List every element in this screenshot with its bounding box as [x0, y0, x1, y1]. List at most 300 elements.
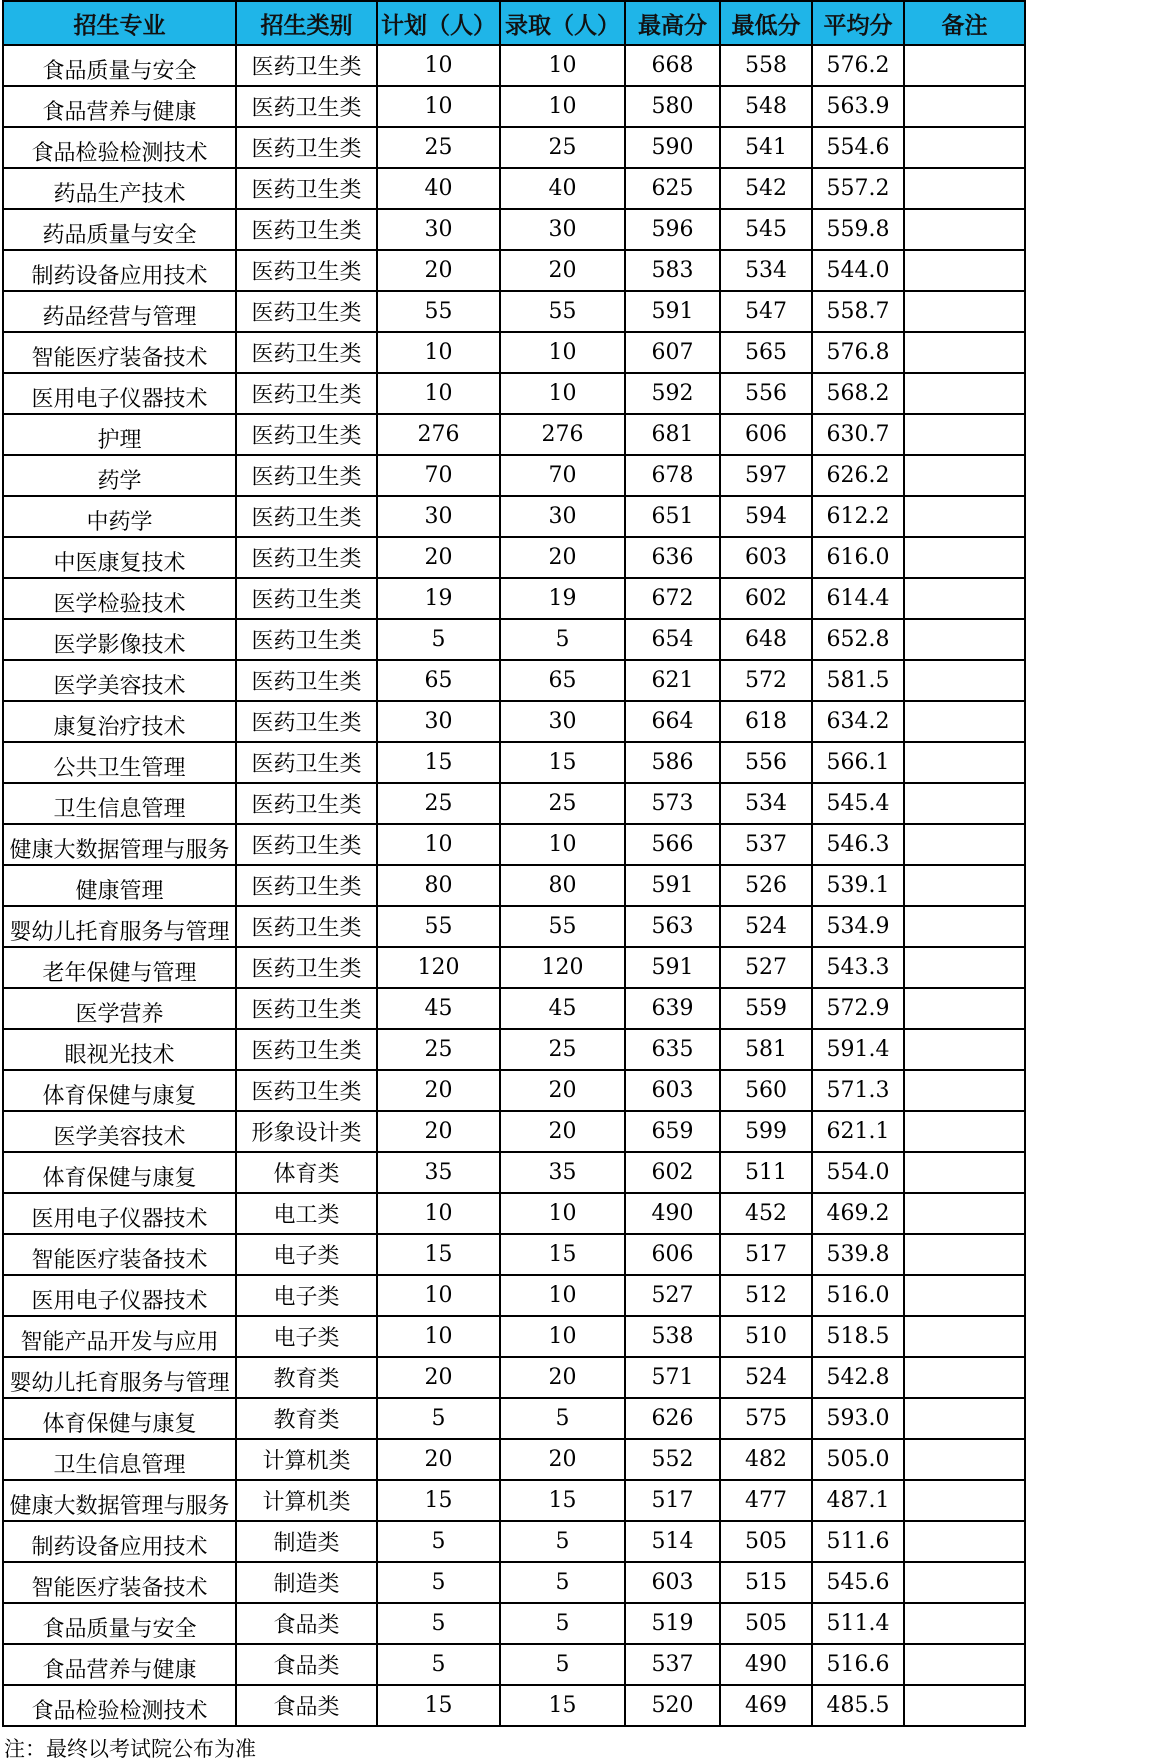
major-cell: 健康大数据管理与服务: [3, 824, 236, 865]
major-cell: 医学美容技术: [3, 1111, 236, 1152]
table-row: [3, 1070, 1025, 1111]
remarks-cell: [904, 701, 1025, 742]
major-cell: 智能医疗装备技术: [3, 332, 236, 373]
footnote: 注：最终以考试院公布为准: [4, 1737, 256, 1761]
min-score-cell: 515: [720, 1562, 812, 1603]
admitted-cell: 65: [500, 660, 625, 701]
avg-score-cell: 554.0: [812, 1152, 904, 1193]
max-score-cell: 538: [625, 1316, 720, 1357]
table-row: [3, 1398, 1025, 1439]
min-score-cell: 547: [720, 291, 812, 332]
avg-score-cell: 576.2: [812, 45, 904, 86]
min-score-cell: 534: [720, 250, 812, 291]
max-score-cell: 606: [625, 1234, 720, 1275]
min-score-cell: 524: [720, 1357, 812, 1398]
table-row: [3, 1316, 1025, 1357]
table-row: [3, 578, 1025, 619]
remarks-cell: [904, 1685, 1025, 1726]
category-cell: 医药卫生类: [236, 947, 377, 988]
remarks-cell: [904, 1398, 1025, 1439]
max-score-cell: 607: [625, 332, 720, 373]
max-score-cell: 639: [625, 988, 720, 1029]
avg-score-cell: 616.0: [812, 537, 904, 578]
max-score-cell: 596: [625, 209, 720, 250]
remarks-cell: [904, 1480, 1025, 1521]
plan-cell: 25: [377, 783, 500, 824]
major-cell: 医学美容技术: [3, 660, 236, 701]
plan-cell: 20: [377, 1111, 500, 1152]
avg-score-cell: 545.6: [812, 1562, 904, 1603]
plan-cell: 10: [377, 1275, 500, 1316]
remarks-cell: [904, 619, 1025, 660]
table-row: [3, 332, 1025, 373]
plan-cell: 5: [377, 1521, 500, 1562]
table-row: [3, 1029, 1025, 1070]
max-score-cell: 566: [625, 824, 720, 865]
remarks-cell: [904, 209, 1025, 250]
max-score-cell: 592: [625, 373, 720, 414]
plan-cell: 5: [377, 619, 500, 660]
table-row: [3, 824, 1025, 865]
remarks-cell: [904, 496, 1025, 537]
remarks-cell: [904, 660, 1025, 701]
category-cell: 医药卫生类: [236, 701, 377, 742]
max-score-cell: 672: [625, 578, 720, 619]
plan-cell: 5: [377, 1398, 500, 1439]
admitted-cell: 5: [500, 1521, 625, 1562]
plan-cell: 15: [377, 1685, 500, 1726]
major-cell: 婴幼儿托育服务与管理: [3, 1357, 236, 1398]
table-row: [3, 619, 1025, 660]
col-header-admitted: 录取（人）: [500, 1, 625, 45]
admitted-cell: 30: [500, 209, 625, 250]
remarks-cell: [904, 783, 1025, 824]
table-body: [3, 45, 1025, 1726]
avg-score-cell: 626.2: [812, 455, 904, 496]
remarks-cell: [904, 414, 1025, 455]
max-score-cell: 590: [625, 127, 720, 168]
admitted-cell: 15: [500, 1685, 625, 1726]
admitted-cell: 10: [500, 1275, 625, 1316]
plan-cell: 25: [377, 1029, 500, 1070]
plan-cell: 70: [377, 455, 500, 496]
min-score-cell: 482: [720, 1439, 812, 1480]
plan-cell: 5: [377, 1562, 500, 1603]
col-header-remarks: 备注: [904, 1, 1025, 45]
min-score-cell: 556: [720, 742, 812, 783]
remarks-cell: [904, 906, 1025, 947]
plan-cell: 20: [377, 537, 500, 578]
category-cell: 医药卫生类: [236, 455, 377, 496]
min-score-cell: 512: [720, 1275, 812, 1316]
major-cell: 食品质量与安全: [3, 45, 236, 86]
table-row: [3, 209, 1025, 250]
plan-cell: 10: [377, 86, 500, 127]
major-cell: 食品营养与健康: [3, 86, 236, 127]
min-score-cell: 505: [720, 1603, 812, 1644]
table-row: [3, 496, 1025, 537]
admitted-cell: 10: [500, 1193, 625, 1234]
plan-cell: 15: [377, 1480, 500, 1521]
major-cell: 医用电子仪器技术: [3, 1193, 236, 1234]
admitted-cell: 10: [500, 332, 625, 373]
table-row: [3, 414, 1025, 455]
avg-score-cell: 543.3: [812, 947, 904, 988]
admitted-cell: 30: [500, 496, 625, 537]
min-score-cell: 534: [720, 783, 812, 824]
major-cell: 护理: [3, 414, 236, 455]
major-cell: 体育保健与康复: [3, 1152, 236, 1193]
avg-score-cell: 469.2: [812, 1193, 904, 1234]
admitted-cell: 10: [500, 373, 625, 414]
admitted-cell: 15: [500, 1234, 625, 1275]
min-score-cell: 599: [720, 1111, 812, 1152]
table-row: [3, 168, 1025, 209]
max-score-cell: 583: [625, 250, 720, 291]
admitted-cell: 25: [500, 127, 625, 168]
table-row: [3, 1234, 1025, 1275]
category-cell: 医药卫生类: [236, 906, 377, 947]
plan-cell: 20: [377, 1070, 500, 1111]
remarks-cell: [904, 291, 1025, 332]
major-cell: 健康管理: [3, 865, 236, 906]
category-cell: 教育类: [236, 1398, 377, 1439]
min-score-cell: 606: [720, 414, 812, 455]
min-score-cell: 581: [720, 1029, 812, 1070]
table-row: [3, 865, 1025, 906]
min-score-cell: 565: [720, 332, 812, 373]
plan-cell: 45: [377, 988, 500, 1029]
min-score-cell: 510: [720, 1316, 812, 1357]
min-score-cell: 594: [720, 496, 812, 537]
table-row: [3, 1480, 1025, 1521]
remarks-cell: [904, 1521, 1025, 1562]
remarks-cell: [904, 1562, 1025, 1603]
max-score-cell: 664: [625, 701, 720, 742]
category-cell: 医药卫生类: [236, 291, 377, 332]
category-cell: 医药卫生类: [236, 1029, 377, 1070]
category-cell: 形象设计类: [236, 1111, 377, 1152]
min-score-cell: 477: [720, 1480, 812, 1521]
remarks-cell: [904, 373, 1025, 414]
major-cell: 医用电子仪器技术: [3, 1275, 236, 1316]
min-score-cell: 556: [720, 373, 812, 414]
remarks-cell: [904, 1234, 1025, 1275]
max-score-cell: 517: [625, 1480, 720, 1521]
major-cell: 制药设备应用技术: [3, 1521, 236, 1562]
max-score-cell: 490: [625, 1193, 720, 1234]
avg-score-cell: 591.4: [812, 1029, 904, 1070]
category-cell: 电工类: [236, 1193, 377, 1234]
avg-score-cell: 621.1: [812, 1111, 904, 1152]
category-cell: 医药卫生类: [236, 988, 377, 1029]
max-score-cell: 603: [625, 1562, 720, 1603]
min-score-cell: 505: [720, 1521, 812, 1562]
col-header-avg-score: 平均分: [812, 1, 904, 45]
major-cell: 体育保健与康复: [3, 1070, 236, 1111]
admitted-cell: 15: [500, 742, 625, 783]
max-score-cell: 603: [625, 1070, 720, 1111]
major-cell: 健康大数据管理与服务: [3, 1480, 236, 1521]
admitted-cell: 276: [500, 414, 625, 455]
max-score-cell: 668: [625, 45, 720, 86]
remarks-cell: [904, 45, 1025, 86]
avg-score-cell: 566.1: [812, 742, 904, 783]
remarks-cell: [904, 1152, 1025, 1193]
avg-score-cell: 652.8: [812, 619, 904, 660]
major-cell: 药品经营与管理: [3, 291, 236, 332]
min-score-cell: 559: [720, 988, 812, 1029]
category-cell: 医药卫生类: [236, 783, 377, 824]
min-score-cell: 537: [720, 824, 812, 865]
category-cell: 医药卫生类: [236, 168, 377, 209]
plan-cell: 10: [377, 373, 500, 414]
min-score-cell: 526: [720, 865, 812, 906]
admitted-cell: 20: [500, 1070, 625, 1111]
major-cell: 智能产品开发与应用: [3, 1316, 236, 1357]
major-cell: 公共卫生管理: [3, 742, 236, 783]
plan-cell: 30: [377, 496, 500, 537]
plan-cell: 30: [377, 701, 500, 742]
category-cell: 电子类: [236, 1234, 377, 1275]
table-row: [3, 537, 1025, 578]
major-cell: 老年保健与管理: [3, 947, 236, 988]
avg-score-cell: 576.8: [812, 332, 904, 373]
admitted-cell: 25: [500, 783, 625, 824]
max-score-cell: 519: [625, 1603, 720, 1644]
avg-score-cell: 511.4: [812, 1603, 904, 1644]
major-cell: 食品检验检测技术: [3, 1685, 236, 1726]
table-row: [3, 1193, 1025, 1234]
plan-cell: 20: [377, 1357, 500, 1398]
admitted-cell: 55: [500, 906, 625, 947]
remarks-cell: [904, 1029, 1025, 1070]
major-cell: 智能医疗装备技术: [3, 1234, 236, 1275]
category-cell: 制造类: [236, 1562, 377, 1603]
remarks-cell: [904, 168, 1025, 209]
category-cell: 医药卫生类: [236, 824, 377, 865]
remarks-cell: [904, 824, 1025, 865]
min-score-cell: 602: [720, 578, 812, 619]
avg-score-cell: 634.2: [812, 701, 904, 742]
table-row: [3, 86, 1025, 127]
table-row: [3, 1111, 1025, 1152]
major-cell: 康复治疗技术: [3, 701, 236, 742]
category-cell: 计算机类: [236, 1480, 377, 1521]
admitted-cell: 5: [500, 619, 625, 660]
admitted-cell: 30: [500, 701, 625, 742]
min-score-cell: 558: [720, 45, 812, 86]
category-cell: 食品类: [236, 1644, 377, 1685]
min-score-cell: 524: [720, 906, 812, 947]
avg-score-cell: 539.1: [812, 865, 904, 906]
avg-score-cell: 563.9: [812, 86, 904, 127]
min-score-cell: 575: [720, 1398, 812, 1439]
avg-score-cell: 516.0: [812, 1275, 904, 1316]
min-score-cell: 542: [720, 168, 812, 209]
table-row: [3, 45, 1025, 86]
major-cell: 食品质量与安全: [3, 1603, 236, 1644]
remarks-cell: [904, 1193, 1025, 1234]
category-cell: 食品类: [236, 1603, 377, 1644]
max-score-cell: 659: [625, 1111, 720, 1152]
col-header-plan: 计划（人）: [377, 1, 500, 45]
major-cell: 眼视光技术: [3, 1029, 236, 1070]
admitted-cell: 5: [500, 1603, 625, 1644]
table-row: [3, 1562, 1025, 1603]
avg-score-cell: 614.4: [812, 578, 904, 619]
avg-score-cell: 554.6: [812, 127, 904, 168]
avg-score-cell: 572.9: [812, 988, 904, 1029]
remarks-cell: [904, 947, 1025, 988]
admitted-cell: 120: [500, 947, 625, 988]
min-score-cell: 572: [720, 660, 812, 701]
major-cell: 医学影像技术: [3, 619, 236, 660]
remarks-cell: [904, 1357, 1025, 1398]
table-row: [3, 1357, 1025, 1398]
avg-score-cell: 546.3: [812, 824, 904, 865]
remarks-cell: [904, 1275, 1025, 1316]
min-score-cell: 469: [720, 1685, 812, 1726]
major-cell: 医学检验技术: [3, 578, 236, 619]
col-header-min-score: 最低分: [720, 1, 812, 45]
avg-score-cell: 539.8: [812, 1234, 904, 1275]
min-score-cell: 603: [720, 537, 812, 578]
category-cell: 医药卫生类: [236, 250, 377, 291]
max-score-cell: 602: [625, 1152, 720, 1193]
major-cell: 药品质量与安全: [3, 209, 236, 250]
category-cell: 医药卫生类: [236, 1070, 377, 1111]
admitted-cell: 10: [500, 824, 625, 865]
avg-score-cell: 487.1: [812, 1480, 904, 1521]
plan-cell: 10: [377, 45, 500, 86]
max-score-cell: 591: [625, 947, 720, 988]
avg-score-cell: 557.2: [812, 168, 904, 209]
category-cell: 电子类: [236, 1316, 377, 1357]
table-row: [3, 1603, 1025, 1644]
table-row: [3, 1685, 1025, 1726]
table-row: [3, 988, 1025, 1029]
category-cell: 医药卫生类: [236, 496, 377, 537]
avg-score-cell: 534.9: [812, 906, 904, 947]
table-row: [3, 783, 1025, 824]
max-score-cell: 636: [625, 537, 720, 578]
table-row: [3, 291, 1025, 332]
plan-cell: 30: [377, 209, 500, 250]
admitted-cell: 15: [500, 1480, 625, 1521]
admitted-cell: 10: [500, 1316, 625, 1357]
category-cell: 医药卫生类: [236, 742, 377, 783]
max-score-cell: 621: [625, 660, 720, 701]
plan-cell: 15: [377, 1234, 500, 1275]
major-cell: 药学: [3, 455, 236, 496]
table-row: [3, 701, 1025, 742]
table-row: [3, 947, 1025, 988]
admitted-cell: 20: [500, 1439, 625, 1480]
avg-score-cell: 571.3: [812, 1070, 904, 1111]
category-cell: 医药卫生类: [236, 619, 377, 660]
max-score-cell: 591: [625, 291, 720, 332]
table-row: [3, 1521, 1025, 1562]
category-cell: 体育类: [236, 1152, 377, 1193]
min-score-cell: 618: [720, 701, 812, 742]
admitted-cell: 10: [500, 86, 625, 127]
plan-cell: 55: [377, 906, 500, 947]
avg-score-cell: 511.6: [812, 1521, 904, 1562]
avg-score-cell: 516.6: [812, 1644, 904, 1685]
plan-cell: 35: [377, 1152, 500, 1193]
table-row: [3, 1439, 1025, 1480]
max-score-cell: 520: [625, 1685, 720, 1726]
remarks-cell: [904, 1603, 1025, 1644]
remarks-cell: [904, 988, 1025, 1029]
remarks-cell: [904, 1070, 1025, 1111]
plan-cell: 5: [377, 1644, 500, 1685]
admitted-cell: 19: [500, 578, 625, 619]
plan-cell: 40: [377, 168, 500, 209]
major-cell: 食品检验检测技术: [3, 127, 236, 168]
max-score-cell: 563: [625, 906, 720, 947]
table-row: [3, 250, 1025, 291]
major-cell: 卫生信息管理: [3, 1439, 236, 1480]
max-score-cell: 654: [625, 619, 720, 660]
table-row: [3, 1275, 1025, 1316]
max-score-cell: 591: [625, 865, 720, 906]
admitted-cell: 70: [500, 455, 625, 496]
remarks-cell: [904, 86, 1025, 127]
major-cell: 食品营养与健康: [3, 1644, 236, 1685]
plan-cell: 65: [377, 660, 500, 701]
avg-score-cell: 630.7: [812, 414, 904, 455]
category-cell: 医药卫生类: [236, 332, 377, 373]
category-cell: 医药卫生类: [236, 537, 377, 578]
max-score-cell: 571: [625, 1357, 720, 1398]
table-row: [3, 742, 1025, 783]
plan-cell: 5: [377, 1603, 500, 1644]
plan-cell: 10: [377, 332, 500, 373]
remarks-cell: [904, 250, 1025, 291]
category-cell: 医药卫生类: [236, 578, 377, 619]
min-score-cell: 490: [720, 1644, 812, 1685]
major-cell: 中药学: [3, 496, 236, 537]
remarks-cell: [904, 1644, 1025, 1685]
plan-cell: 20: [377, 250, 500, 291]
max-score-cell: 514: [625, 1521, 720, 1562]
max-score-cell: 651: [625, 496, 720, 537]
avg-score-cell: 559.8: [812, 209, 904, 250]
remarks-cell: [904, 865, 1025, 906]
major-cell: 药品生产技术: [3, 168, 236, 209]
max-score-cell: 678: [625, 455, 720, 496]
major-cell: 智能医疗装备技术: [3, 1562, 236, 1603]
col-header-category: 招生类别: [236, 1, 377, 45]
admitted-cell: 80: [500, 865, 625, 906]
admission-table: [2, 0, 1026, 1727]
plan-cell: 10: [377, 1316, 500, 1357]
category-cell: 医药卫生类: [236, 209, 377, 250]
max-score-cell: 681: [625, 414, 720, 455]
category-cell: 计算机类: [236, 1439, 377, 1480]
category-cell: 医药卫生类: [236, 86, 377, 127]
max-score-cell: 586: [625, 742, 720, 783]
admitted-cell: 5: [500, 1644, 625, 1685]
admitted-cell: 5: [500, 1398, 625, 1439]
plan-cell: 10: [377, 1193, 500, 1234]
col-header-max-score: 最高分: [625, 1, 720, 45]
remarks-cell: [904, 537, 1025, 578]
remarks-cell: [904, 1111, 1025, 1152]
min-score-cell: 560: [720, 1070, 812, 1111]
